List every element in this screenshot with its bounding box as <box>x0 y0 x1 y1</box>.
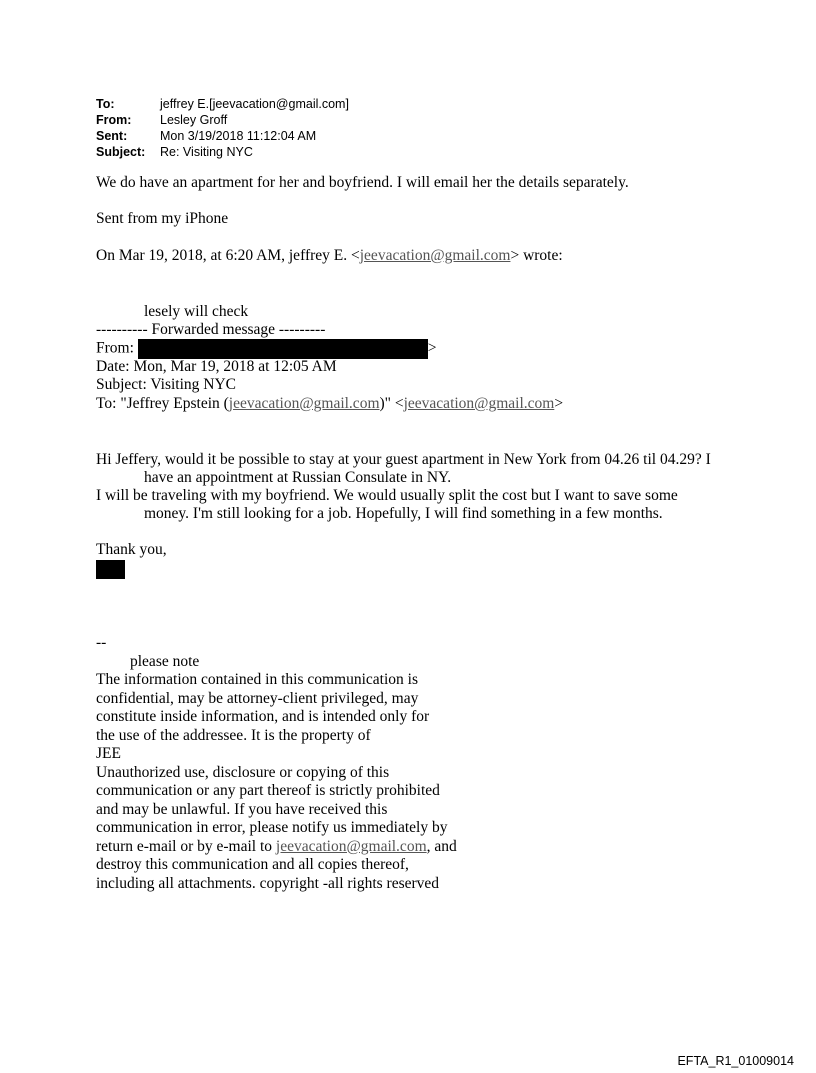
footer-line: confidential, may be attorney-client privileged, may <box>96 689 419 707</box>
forward-to-line <box>96 395 563 413</box>
footer-email-link[interactable]: jeevacation@gmail.com <box>275 837 427 855</box>
sent-label: Sent: <box>96 129 128 143</box>
from-value: Lesley Groff <box>160 113 228 127</box>
header-subject-row <box>96 144 349 160</box>
forward-to-prefix: To: "Jeffrey Epstein ( <box>96 395 229 412</box>
forward-to-middle: )" < <box>379 395 404 412</box>
to-label: To: <box>96 97 115 111</box>
subject-label: Subject: <box>96 145 146 159</box>
forward-to-suffix: > <box>554 395 564 412</box>
footer-dashes: -- <box>96 634 107 651</box>
footer-email-prefix: return e-mail or by e-mail to <box>96 837 276 855</box>
footer-line: constitute inside information, and is intended only for <box>96 708 430 725</box>
quote-prefix: On Mar 19, 2018, at 6:20 AM, jeffrey E. < <box>96 247 360 264</box>
forward-subject-line: Subject: Visiting NYC <box>96 376 237 393</box>
footer-email-suffix: , and <box>426 837 457 855</box>
signature-line: Sent from my iPhone <box>96 210 229 227</box>
footer-line: the use of the addressee. It is the property of <box>96 726 371 744</box>
header-from-row <box>96 112 349 128</box>
forward-from-close: > <box>427 339 437 357</box>
to-value: jeffrey E.[jeevacation@gmail.com] <box>160 97 349 111</box>
footer-line: communication or any part thereof is strictly prohibited <box>96 782 440 799</box>
forward-from-label: From: <box>96 339 138 357</box>
forward-to-email-link-2[interactable]: jeevacation@gmail.com <box>403 395 555 412</box>
forward-divider: ---------- Forwarded message --------- <box>96 321 326 338</box>
footer-email-line <box>96 838 516 857</box>
signature-redaction <box>96 560 125 579</box>
header-sent-row <box>96 128 349 144</box>
footer-line: destroy this communication and all copies thereof, <box>96 856 409 873</box>
footer-line: Unauthorized use, disclosure or copying of this <box>96 763 390 781</box>
document-id-stamp: EFTA_R1_01009014 <box>677 1054 794 1068</box>
message-paragraph-2: I will be traveling with my boyfriend. We would usually split the cost but I want to save some money. I'm still looking for a job. Hopefully, I will find something in a few months. <box>96 487 678 522</box>
footer-note-heading: please note <box>130 653 200 670</box>
quote-suffix: > wrote: <box>510 247 563 264</box>
footer-line: and may be unlawful. If you have received this <box>96 800 388 818</box>
quote-email-link[interactable]: jeevacation@gmail.com <box>359 247 511 264</box>
footer-line: The information contained in this communication is <box>96 671 418 688</box>
forward-date-line: Date: Mon, Mar 19, 2018 at 12:05 AM <box>96 358 337 375</box>
footer-line: communication in error, please notify us immediately by <box>96 819 448 836</box>
header-to-row <box>96 96 349 112</box>
reply-line: We do have an apartment for her and boyfriend. I will email her the details separately. <box>96 174 629 191</box>
redaction-block <box>138 339 428 359</box>
footer-line: JEE <box>96 745 121 762</box>
message-closing: Thank you, <box>96 541 167 558</box>
from-label: From: <box>96 113 132 127</box>
confidentiality-notice <box>96 671 516 893</box>
forward-note: lesely will check <box>144 303 249 320</box>
redaction-block <box>96 560 125 579</box>
forward-to-email-link-1[interactable]: jeevacation@gmail.com <box>228 395 380 412</box>
forward-from-line <box>96 339 437 359</box>
email-header <box>96 96 349 160</box>
quote-header <box>96 247 563 265</box>
message-paragraph-1: Hi Jeffery, would it be possible to stay at your guest apartment in New York from 04.26 til 04.29? I have an appointment at Russian Consulate in NY. <box>96 451 711 486</box>
subject-value: Re: Visiting NYC <box>160 145 253 159</box>
footer-line: including all attachments. copyright -all rights reserved <box>96 874 440 892</box>
sent-value: Mon 3/19/2018 11:12:04 AM <box>160 129 317 143</box>
